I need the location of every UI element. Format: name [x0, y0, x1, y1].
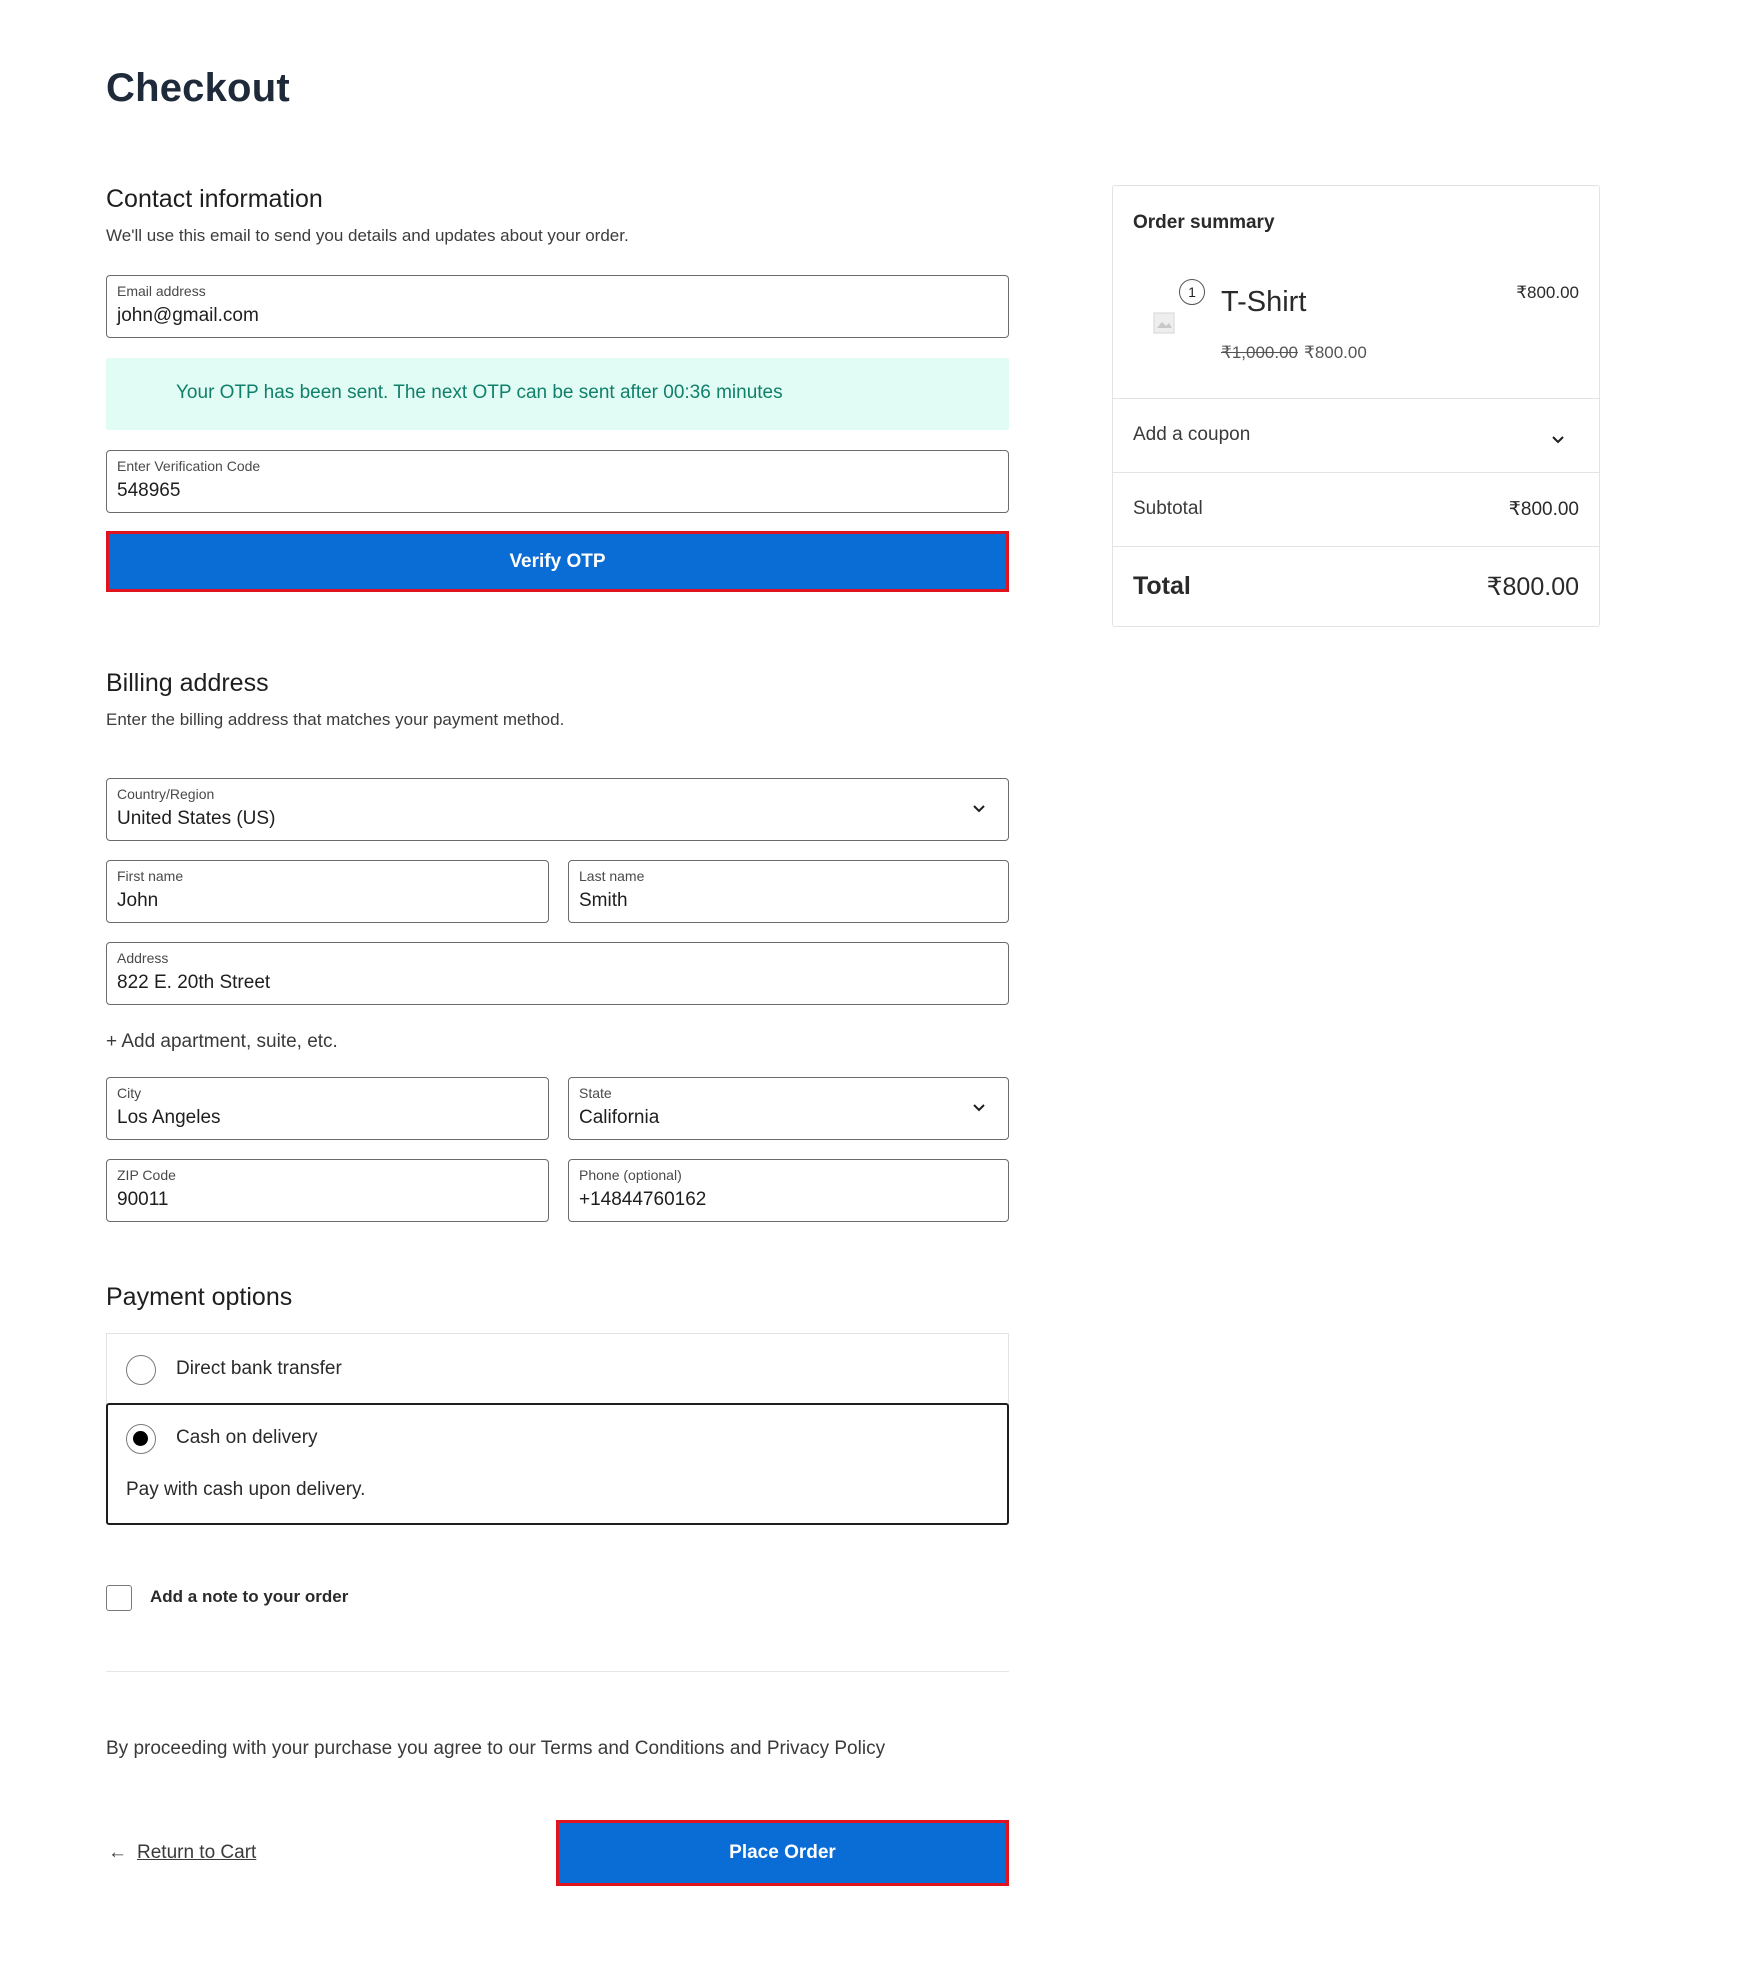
- return-to-cart-link[interactable]: [108, 1842, 256, 1864]
- order-summary-title: Order summary: [1133, 212, 1275, 233]
- terms-text: By proceeding with your purchase you agree to our Terms and Conditions and Privacy Policy: [106, 1738, 886, 1759]
- order-note-checkbox[interactable]: [106, 1585, 132, 1611]
- verify-otp-button[interactable]: Verify OTP: [106, 531, 1009, 592]
- email-label: Email address: [117, 283, 206, 299]
- country-value: United States (US): [117, 808, 276, 829]
- bank-transfer-radio[interactable]: [126, 1355, 156, 1385]
- city-value: Los Angeles: [117, 1107, 221, 1128]
- chevron-down-icon[interactable]: [1549, 430, 1567, 448]
- cash-on-delivery-description: Pay with cash upon delivery.: [126, 1479, 366, 1500]
- total-value: ₹800.00: [1486, 573, 1579, 601]
- chevron-down-icon: [970, 1098, 988, 1116]
- state-value: California: [579, 1107, 660, 1128]
- country-label: Country/Region: [117, 786, 215, 802]
- cash-on-delivery-radio[interactable]: [126, 1424, 156, 1454]
- country-select[interactable]: [106, 778, 1009, 841]
- summary-divider: [1113, 398, 1599, 399]
- item-quantity-badge: 1: [1179, 279, 1205, 305]
- last-name-value: Smith: [579, 890, 628, 911]
- otp-notice: [106, 358, 1009, 430]
- subtotal-label: Subtotal: [1133, 498, 1203, 519]
- last-name-field[interactable]: [568, 860, 1009, 923]
- email-field[interactable]: [106, 275, 1009, 338]
- first-name-value: John: [117, 890, 159, 911]
- first-name-field[interactable]: [106, 860, 549, 923]
- add-coupon-toggle[interactable]: Add a coupon: [1133, 424, 1251, 445]
- divider: [106, 1671, 1009, 1672]
- email-value: john@gmail.com: [117, 305, 259, 326]
- zip-field[interactable]: [106, 1159, 549, 1222]
- item-name: T-Shirt: [1221, 286, 1307, 318]
- return-to-cart-label: Return to Cart: [137, 1842, 257, 1863]
- item-price: ₹800.00: [1516, 283, 1579, 302]
- address-label: Address: [117, 950, 169, 966]
- verification-code-field[interactable]: [106, 450, 1009, 513]
- payment-option-bank[interactable]: [106, 1333, 1009, 1405]
- address-field[interactable]: [106, 942, 1009, 1005]
- state-select[interactable]: [568, 1077, 1009, 1140]
- address-value: 822 E. 20th Street: [117, 972, 271, 993]
- cash-on-delivery-label: Cash on delivery: [176, 1427, 318, 1448]
- contact-section-subtitle: We'll use this email to send you details and updates about your order.: [106, 226, 629, 245]
- item-old-price: ₹1,000.00: [1221, 343, 1298, 362]
- zip-value: 90011: [117, 1189, 169, 1210]
- contact-section-title: Contact information: [106, 185, 323, 213]
- zip-label: ZIP Code: [117, 1167, 176, 1183]
- page-title: Checkout: [106, 66, 290, 110]
- order-note-label[interactable]: Add a note to your order: [150, 1587, 349, 1606]
- billing-section-title: Billing address: [106, 669, 269, 697]
- otp-notice-text: Your OTP has been sent. The next OTP can be sent after 00:36 minutes: [176, 382, 783, 403]
- payment-section-title: Payment options: [106, 1283, 293, 1311]
- bank-transfer-label: Direct bank transfer: [176, 1358, 342, 1379]
- billing-section-subtitle: Enter the billing address that matches your payment method.: [106, 710, 565, 729]
- first-name-label: First name: [117, 868, 184, 884]
- state-label: State: [579, 1085, 612, 1101]
- phone-field[interactable]: [568, 1159, 1009, 1222]
- total-label: Total: [1133, 572, 1191, 600]
- phone-value: +14844760162: [579, 1189, 707, 1210]
- verification-code-label: Enter Verification Code: [117, 458, 261, 474]
- payment-option-cod[interactable]: [106, 1403, 1009, 1525]
- chevron-down-icon: [970, 799, 988, 817]
- city-field[interactable]: [106, 1077, 549, 1140]
- last-name-label: Last name: [579, 868, 645, 884]
- phone-label: Phone (optional): [579, 1167, 682, 1183]
- add-apartment-link[interactable]: + Add apartment, suite, etc.: [106, 1031, 338, 1052]
- verification-code-value: 548965: [117, 480, 181, 501]
- arrow-left-icon: ←: [108, 1842, 127, 1863]
- place-order-button[interactable]: Place Order: [556, 1820, 1009, 1886]
- order-summary: [1112, 185, 1600, 627]
- city-label: City: [117, 1085, 142, 1101]
- item-new-price: ₹800.00: [1304, 343, 1367, 362]
- summary-divider: [1113, 472, 1599, 473]
- summary-divider: [1113, 546, 1599, 547]
- product-image-placeholder-icon: [1153, 312, 1175, 334]
- subtotal-value: ₹800.00: [1508, 499, 1579, 520]
